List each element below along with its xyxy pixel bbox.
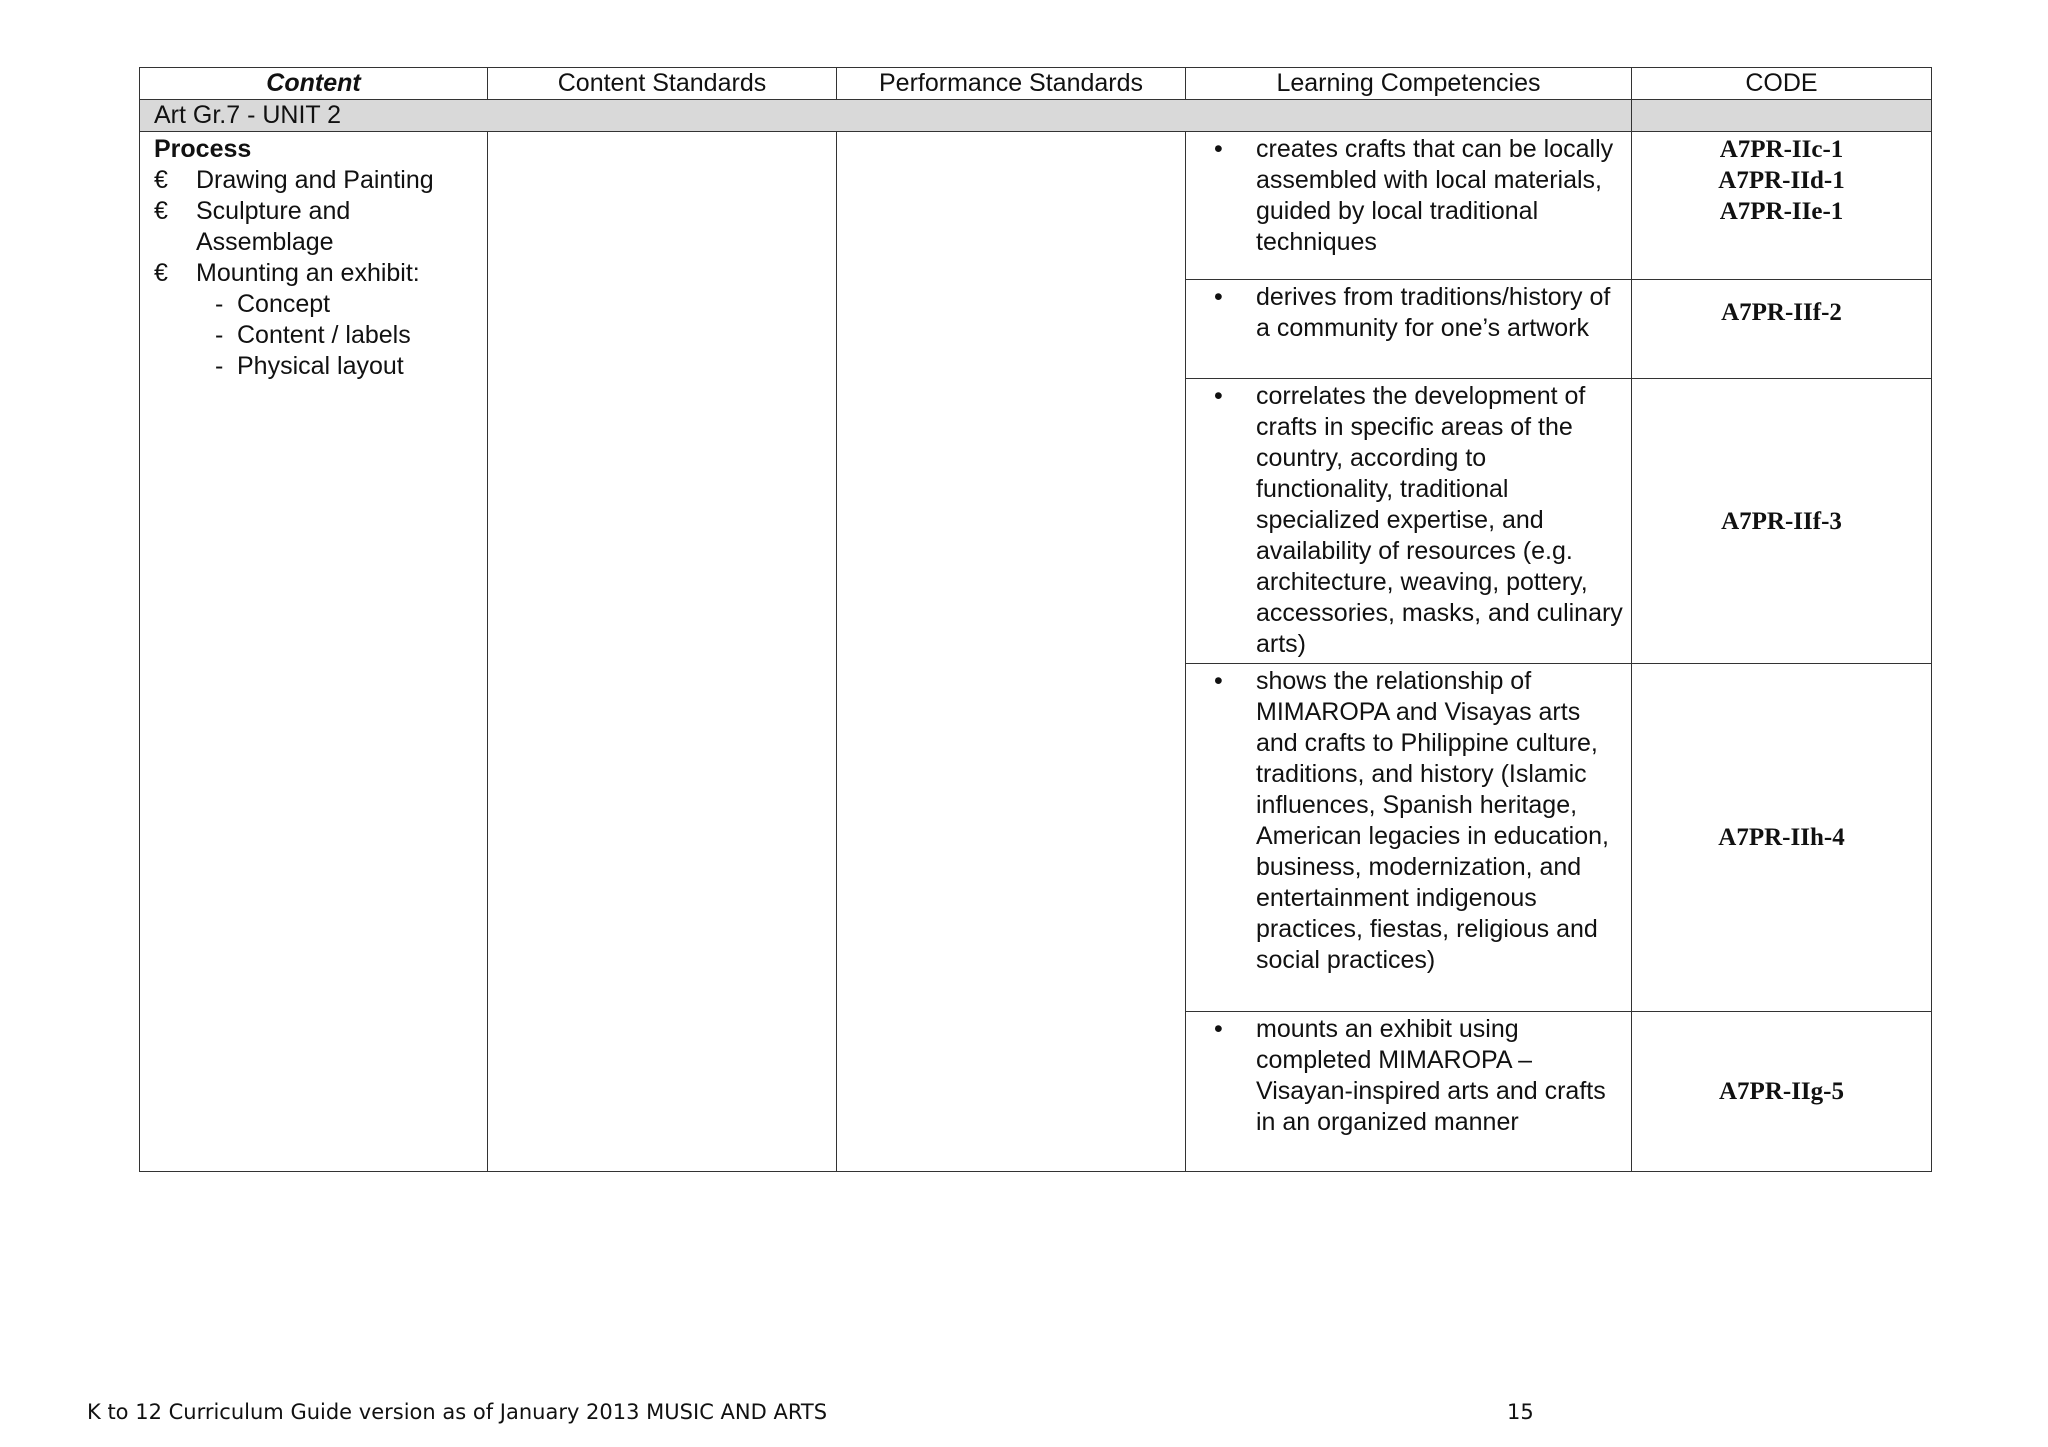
code-label: A7PR-IIf-2: [1721, 299, 1842, 326]
competency-cell: [1186, 664, 1632, 1012]
curriculum-table: [139, 67, 1932, 1172]
process-title: Process: [154, 135, 252, 163]
competency-cell: [1186, 132, 1632, 280]
content-item: [154, 165, 487, 196]
code-cell: [1632, 664, 1932, 1012]
bullet-icon: •: [1214, 382, 1223, 410]
unit-label: Art Gr.7 - UNIT 2: [140, 100, 1632, 132]
dash-bullet: -: [215, 321, 224, 349]
table-row: [140, 132, 1932, 280]
content-subitem: [154, 351, 487, 382]
performance-standards-cell: [837, 132, 1186, 1172]
header-performance-standards: Performance Standards: [837, 68, 1186, 100]
footer-text: K to 12 Curriculum Guide version as of January 2013 MUSIC AND ARTS: [87, 1400, 828, 1424]
content-cell: [140, 132, 488, 1172]
content-item-label: Mounting an exhibit:: [196, 259, 420, 287]
header-row: [140, 68, 1932, 100]
code-label: A7PR-IIf-3: [1721, 507, 1842, 535]
competency-text: derives from traditions/history of a community for one’s artwork: [1256, 283, 1611, 342]
header-learning-competencies: Learning Competencies: [1186, 68, 1632, 100]
content-standards-cell: [488, 132, 837, 1172]
competency-text: correlates the development of crafts in specific areas of the country, according to functionality, traditional specialized expertise, and availability of resources (e.g. architecture, weaving, pottery, accessories, masks, and culinary arts): [1256, 382, 1623, 658]
page-number: 15: [1507, 1400, 1534, 1424]
euro-bullet-icon: €: [154, 259, 168, 287]
dash-bullet: -: [215, 290, 224, 318]
competency-text: creates crafts that can be locally assembled with local materials, guided by local traditional techniques: [1256, 135, 1614, 256]
header-code: CODE: [1632, 68, 1932, 100]
content-subitem-label: Physical layout: [237, 352, 404, 380]
unit-row: [140, 100, 1932, 132]
content-subitem: [154, 289, 487, 320]
competency-text: shows the relationship of MIMAROPA and Visayas arts and crafts to Philippine culture, traditions, and history (Islamic influences, Spanish heritage, American legacies in education, business, modernization, and entertainment indigenous practices, fiestas, religious and social practices): [1256, 667, 1609, 974]
content-item-label: Sculpture and Assemblage: [196, 197, 351, 256]
code-cell: [1632, 132, 1932, 280]
bullet-icon: •: [1214, 283, 1223, 311]
code-label: A7PR-IId-1: [1718, 167, 1845, 194]
competency-text: mounts an exhibit using completed MIMAROPA – Visayan-inspired arts and crafts in an organized manner: [1256, 1015, 1606, 1136]
content-subitem-label: Content / labels: [237, 321, 411, 349]
code-label: A7PR-IIh-4: [1718, 824, 1845, 851]
code-label: A7PR-IIg-5: [1719, 1078, 1844, 1105]
euro-bullet-icon: €: [154, 166, 168, 194]
dash-bullet: -: [215, 352, 224, 380]
content-subitem: [154, 320, 487, 351]
content-subitem-label: Concept: [237, 290, 331, 318]
bullet-icon: •: [1214, 667, 1223, 695]
code-label: A7PR-IIe-1: [1719, 198, 1844, 225]
code-cell: [1632, 1012, 1932, 1172]
competency-cell: [1186, 280, 1632, 379]
code-cell: [1632, 280, 1932, 379]
header-content-standards: Content Standards: [488, 68, 837, 100]
competency-cell: [1186, 1012, 1632, 1172]
unit-code-cell: [1632, 100, 1932, 132]
content-item: [154, 196, 487, 258]
code-cell: [1632, 379, 1932, 664]
bullet-icon: •: [1214, 135, 1223, 163]
competency-cell: [1186, 379, 1632, 664]
content-item-label: Drawing and Painting: [196, 166, 434, 194]
content-item: [154, 258, 487, 289]
code-label: A7PR-IIc-1: [1719, 136, 1844, 163]
euro-bullet-icon: €: [154, 197, 168, 225]
bullet-icon: •: [1214, 1015, 1223, 1043]
header-content: Content: [140, 68, 488, 100]
